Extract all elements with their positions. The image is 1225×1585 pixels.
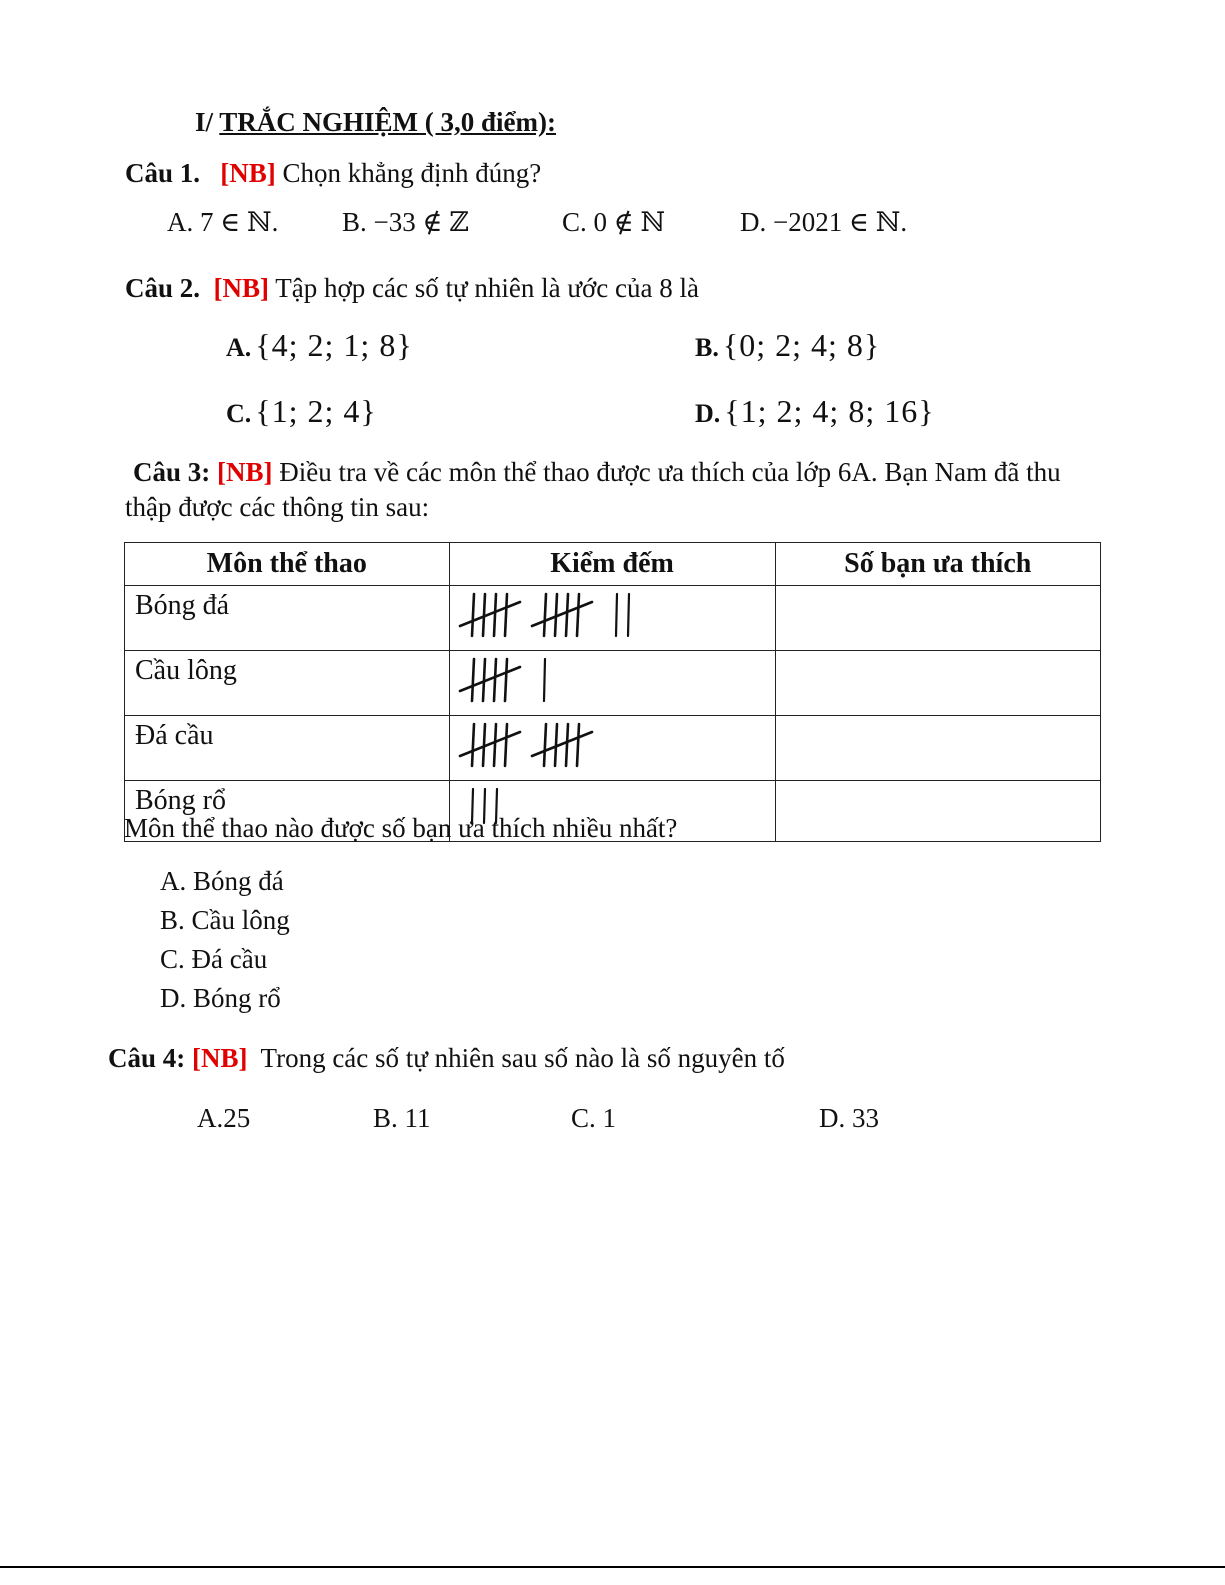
tally-stroke	[577, 594, 579, 636]
question-1-label: Câu 1.	[125, 158, 201, 188]
question-1-option-c: C. 0 ∉ ℕ	[562, 207, 666, 237]
tally-cell	[449, 716, 775, 781]
option-value: {4; 2; 1; 8}	[255, 327, 413, 363]
question-2-option-b	[695, 327, 880, 364]
sport-cell: Cầu lông	[125, 651, 450, 716]
question-4-option-a: A.25	[197, 1103, 251, 1133]
question-1-option-a: A. 7 ∈ ℕ.	[167, 207, 279, 237]
option-letter: C.	[226, 399, 252, 428]
tally-stroke	[577, 724, 579, 766]
option-letter: A.	[226, 333, 252, 362]
count-cell[interactable]	[775, 716, 1101, 781]
survey-table	[124, 542, 1101, 842]
tally-stroke	[472, 594, 474, 636]
tally-cell	[449, 586, 775, 651]
option-letter: B.	[695, 333, 719, 362]
tally-cross-stroke	[460, 667, 520, 691]
tally-cross-stroke	[532, 732, 592, 756]
tally-stroke	[544, 594, 546, 636]
question-3-prompt: Môn thể thao nào được số bạn ưa thích nhiều nhất?	[124, 813, 678, 843]
tally-marks	[450, 651, 770, 707]
sport-cell: Bóng đá	[125, 586, 450, 651]
count-cell[interactable]	[775, 781, 1101, 842]
question-3-tag: [NB]	[217, 457, 273, 487]
tally-stroke	[494, 594, 496, 636]
tally-marks	[450, 586, 770, 642]
question-4-option-b: B. 11	[373, 1103, 431, 1133]
question-3-option-a: A. Bóng đá	[160, 866, 284, 896]
tally-stroke	[494, 724, 496, 766]
question-1-text: Chọn khẳng định đúng?	[282, 158, 542, 188]
count-cell[interactable]	[775, 651, 1101, 716]
tally-stroke	[544, 659, 545, 701]
count-cell[interactable]	[775, 586, 1101, 651]
sport-cell: Bóng rổ	[125, 781, 450, 842]
tally-cross-stroke	[460, 732, 520, 756]
question-2-text: Tập hợp các số tự nhiên là ước của 8 là	[275, 273, 699, 303]
tally-stroke	[616, 594, 617, 636]
tally-stroke	[566, 594, 568, 636]
section-title: TRẮC NGHIỆM ( 3,0 điểm):	[219, 107, 557, 137]
question-4-label: Câu 4:	[108, 1043, 186, 1073]
question-2-option-a	[226, 327, 413, 364]
table-header-row	[125, 543, 1101, 586]
question-1-option-b: B. −33 ∉ ℤ	[342, 207, 469, 237]
question-3-option-c: C. Đá cầu	[160, 944, 268, 974]
table-row	[125, 651, 1101, 716]
question-4	[108, 1043, 785, 1074]
question-3-text-line2: thập được các thông tin sau:	[125, 492, 430, 522]
tally-stroke	[505, 594, 507, 636]
option-value: {0; 2; 4; 8}	[722, 327, 881, 363]
tally-stroke	[472, 724, 474, 766]
tally-cross-stroke	[532, 602, 592, 626]
question-3-text-line1: Điều tra về các môn thể thao được ưa thích của lớp 6A. Bạn Nam đã thu	[279, 457, 1061, 487]
question-4-tag: [NB]	[192, 1043, 248, 1073]
section-prefix: I/	[195, 107, 220, 137]
tally-stroke	[628, 594, 629, 636]
tally-stroke	[494, 659, 496, 701]
question-4-option-d: D. 33	[819, 1103, 879, 1133]
sport-cell: Đá cầu	[125, 716, 450, 781]
tally-marks	[450, 716, 770, 772]
question-3-option-b: B. Cầu lông	[160, 905, 290, 935]
tally-stroke	[472, 659, 474, 701]
question-3-option-d: D. Bóng rổ	[160, 983, 281, 1013]
question-2-tag: [NB]	[213, 273, 270, 303]
question-2	[125, 273, 699, 304]
option-value: {1; 2; 4; 8; 16}	[724, 393, 935, 429]
page-bottom-border	[0, 1566, 1225, 1568]
question-3-label: Câu 3:	[133, 457, 211, 487]
question-2-option-c	[226, 393, 377, 430]
section-heading	[195, 107, 556, 138]
column-header-sport: Môn thể thao	[125, 543, 450, 586]
tally-stroke	[544, 724, 546, 766]
option-letter: D.	[695, 399, 721, 428]
tally-stroke	[505, 724, 507, 766]
question-2-label: Câu 2.	[125, 273, 201, 303]
tally-cell	[449, 651, 775, 716]
tally-stroke	[566, 724, 568, 766]
table-row	[125, 716, 1101, 781]
tally-stroke	[505, 659, 507, 701]
question-1-tag: [NB]	[220, 158, 276, 188]
question-3	[133, 457, 1061, 488]
option-value: {1; 2; 4}	[255, 393, 377, 429]
question-4-text: Trong các số tự nhiên sau số nào là số nguyên tố	[260, 1043, 785, 1073]
question-2-option-d	[695, 393, 935, 430]
question-1-option-d: D. −2021 ∈ ℕ.	[740, 207, 908, 237]
table-row	[125, 586, 1101, 651]
question-4-option-c: C. 1	[571, 1103, 617, 1133]
column-header-count: Số bạn ưa thích	[775, 543, 1101, 586]
tally-cross-stroke	[460, 602, 520, 626]
column-header-tally: Kiểm đếm	[449, 543, 775, 586]
question-1	[125, 158, 541, 189]
